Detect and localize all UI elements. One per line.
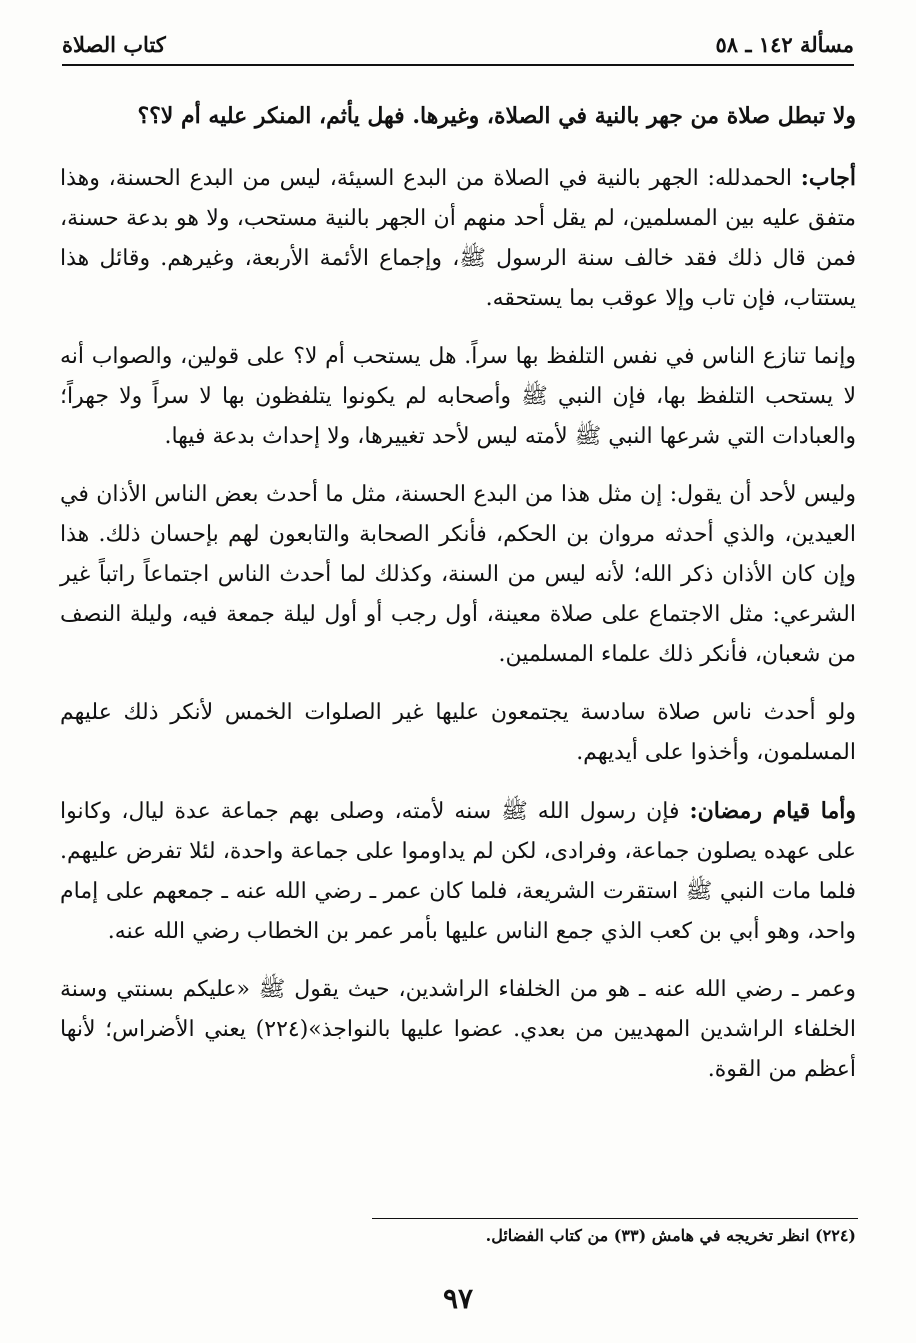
running-header	[62, 24, 854, 64]
body-paragraph	[60, 970, 856, 1090]
header-rule	[62, 64, 854, 66]
footnote-rule	[372, 1218, 858, 1219]
paragraph-text: وليس لأحد أن يقول: إن مثل هذا من البدع الحسنة، مثل ما أحدث بعض الناس الأذان في العيدين، والذي أحدثه مروان بن الحكم، فأنكر الصحابة والتابعون لهم بإحسان ذلك. هذا وإن كان الأذان ذكر الله؛ لأنه ليس من السنة، وكذلك لما أحدث الناس اجتماعاً راتباً غير الشرعي: مثل الاجتماع على صلاة معينة، أول رجب أو أول ليلة جمعة فيه، وليلة النصف من شعبان، فأنكر ذلك علماء المسلمين.	[60, 482, 856, 667]
question-paragraph: ولا تبطل صلاة من جهر بالنية في الصلاة، وغيرها. فهل يأثم، المنكر عليه أم لا؟؟	[137, 103, 856, 129]
chapter-heading: كتاب الصلاة	[62, 32, 166, 57]
paragraph-text: وعمر ـ رضي الله عنه ـ هو من الخلفاء الراشدين، حيث يقول ﷺ «عليكم بسنتي وسنة الخلفاء الراشدين المهديين من بعدي. عضوا عليها بالنواجذ»(٢٢٤) يعني الأضراس؛ لأنها أعظم من القوة.	[60, 977, 856, 1082]
paragraph-text: وإنما تنازع الناس في نفس التلفظ بها سراً. هل يستحب أم لا؟ على قولين، والصواب أنه لا يستحب التلفظ بها، فإن النبي ﷺ وأصحابه لم يكونوا يتلفظون بها لا سراً ولا جهراً؛ والعبادات التي شرعها النبي ﷺ لأمته ليس لأحد تغييرها، ولا إحداث بدعة فيها.	[60, 344, 856, 449]
answer-paragraph	[60, 158, 856, 319]
body-paragraph	[60, 693, 856, 773]
body-paragraph	[60, 337, 856, 457]
ramadan-label: وأما قيام رمضان:	[689, 798, 856, 824]
page-number: ٩٧	[442, 1282, 474, 1315]
issue-heading: مسألة ١٤٢ ـ ٥٨	[715, 32, 854, 57]
paragraph-text: فإن رسول الله ﷺ سنه لأمته، وصلى بهم جماعة عدة ليال، وكانوا على عهده يصلون جماعة، وفرادى، لكن لم يداوموا على جماعة واحدة، لئلا تفرض عليهم. فلما مات النبي ﷺ استقرت الشريعة، فلما كان عمر ـ رضي الله عنه ـ جمعهم على إمام واحد، وهو أبي بن كعب الذي جمع الناس عليها بأمر عمر بن الخطاب رضي الله عنه.	[60, 799, 856, 944]
body-paragraph	[60, 475, 856, 675]
footnote: (٢٢٤) انظر تخريجه في هامش (٣٣) من كتاب الفضائل.	[485, 1226, 856, 1245]
main-text	[60, 96, 856, 1108]
paragraph-text: الحمدلله: الجهر بالنية في الصلاة من البدع السيئة، ليس من البدع الحسنة، وهذا متفق عليه بين المسلمين، لم يقل أحد منهم أن الجهر بالنية مستحب، ولا هو بدعة حسنة، فمن قال ذلك فقد خالف سنة الرسول ﷺ، وإجماع الأئمة الأربعة، وغيرهم. وقائل هذا يستتاب، فإن تاب وإلا عوقب بما يستحقه.	[60, 166, 856, 311]
answer-label: أجاب:	[800, 165, 856, 191]
paragraph-text: ولو أحدث ناس صلاة سادسة يجتمعون عليها غير الصلوات الخمس لأنكر ذلك عليهم المسلمون، وأخذوا على أيديهم.	[60, 700, 856, 765]
ramadan-paragraph	[60, 791, 856, 952]
